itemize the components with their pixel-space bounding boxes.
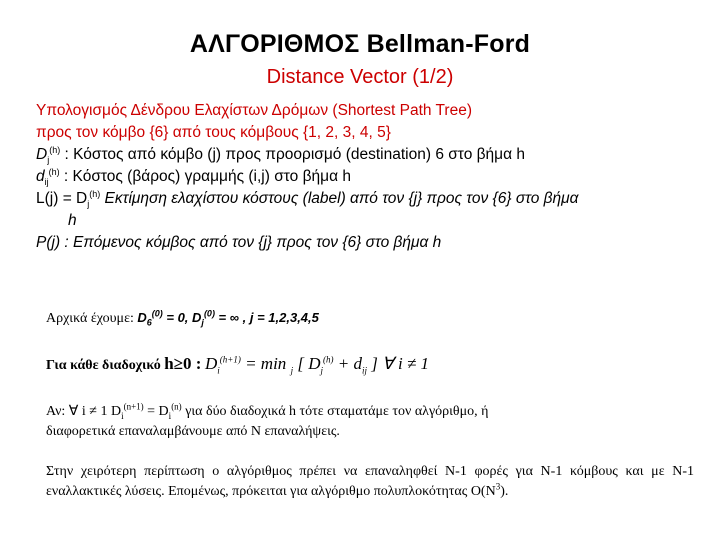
init-line [46,310,319,327]
init-rest: = ∞ , j = 1,2,3,4,5 [214,310,319,325]
init-dj-sub: j [201,317,204,328]
dij-text: : Κόστος (βάρος) γραμμής (i,j) στο βήμα h [59,168,351,185]
init-label: Αρχικά έχουμε: [46,311,134,326]
init-dj: = 0, D [162,310,202,325]
stop-sup2: (n) [171,401,182,412]
dij-symbol: d [36,168,45,185]
definition-line-1: Υπολογισμός Δένδρου Ελαχίστων Δρόμων (Shortest Path Tree) [36,102,472,119]
stop-line-1 [46,402,696,422]
stop-sub2: i [168,410,172,421]
dij-sub: ij [44,177,49,188]
label-prefix: L(j) = D [36,190,88,207]
iter-dj-sup: (h) [323,354,334,365]
definition-label [36,188,706,210]
iter-forall: ∀ i ≠ 1 [382,354,430,373]
dj-text: : Κόστος από κόμβο (j) προς προορισμό (destination) 6 στο βήμα h [60,146,525,163]
init-d6: D [137,310,147,325]
iter-dj: D [308,354,321,373]
stop-condition [46,402,696,442]
definition-label-cont [36,210,706,232]
iter-bracket-open: [ [297,354,304,373]
iteration-line [46,354,429,374]
iter-min-sub: j [290,365,294,376]
dj-sub: j [47,155,50,166]
worst-end: ). [500,484,509,499]
iteration-formula [204,354,430,376]
stop-eq: = D [147,404,169,419]
label-text: Εκτίμηση ελαχίστου κόστους (label) από τον {j} προς τον {6} στο βήμα [100,190,579,207]
iter-eq: = min [245,354,287,373]
dj-sup: (h) [49,144,61,155]
init-dj-sup: (0) [203,308,215,319]
iter-dj-sub: j [320,365,323,376]
definition-dij [36,166,706,188]
iteration-label: Για κάθε διαδοχικό [46,358,161,373]
iter-bracket-close: ] [371,354,378,373]
init-d6-sup: (0) [151,308,163,319]
label-cont: h [68,212,77,229]
stop-sup: (n+1) [123,401,144,412]
definitions-block [36,100,706,254]
iter-d-sup: (h+1) [219,354,241,365]
slide-title: ΑΛΓΟΡΙΘΜΟΣ Bellman-Ford [189,30,531,58]
iter-plus-sub: ij [361,365,367,376]
worst-sup: 3 [495,481,501,492]
label-sub: j [87,199,90,210]
dj-symbol: D [36,146,48,163]
definition-dj [36,144,706,166]
stop-text: για δύο διαδοχικά h τότε σταματάμε τον αλγόριθμο, ή [181,404,489,419]
slide-subtitle: Distance Vector (1/2) [266,66,454,88]
worst-text: Στην χειρότερη περίπτωση ο αλγόριθμος πρέπει να επαναληφθεί N-1 φορές για N-1 κόμβους και με N-1 εναλλακτικές λύσεις. Επομένως, πρόκειται για αλγόριθμο πολυπλοκότητας O(N [46,464,694,499]
iter-d-sub: i [217,365,220,376]
init-formula [137,308,319,328]
definition-line-2: προς τον κόμβο {6} από τους κόμβους {1, 2, 3, 4, 5} [36,124,391,141]
label-sup: (h) [89,188,101,199]
stop-sub: i [121,410,124,421]
init-d6-sub: 6 [146,317,152,328]
iter-plus: + d [337,354,362,373]
dij-sup: (h) [48,166,60,177]
stop-line-2: διαφορετικά επαναλαμβάνουμε από Ν επαναλήψεις. [46,424,340,439]
iteration-h: h≥0 : [164,354,202,373]
iter-d: D [204,354,218,373]
definition-p [36,232,706,254]
p-text: P(j) : Επόμενος κόμβος από τον {j} προς τον {6} στο βήμα h [36,234,442,251]
worst-case-paragraph [46,462,694,502]
stop-prefix: Αν: ∀ i ≠ 1 D [46,404,122,419]
